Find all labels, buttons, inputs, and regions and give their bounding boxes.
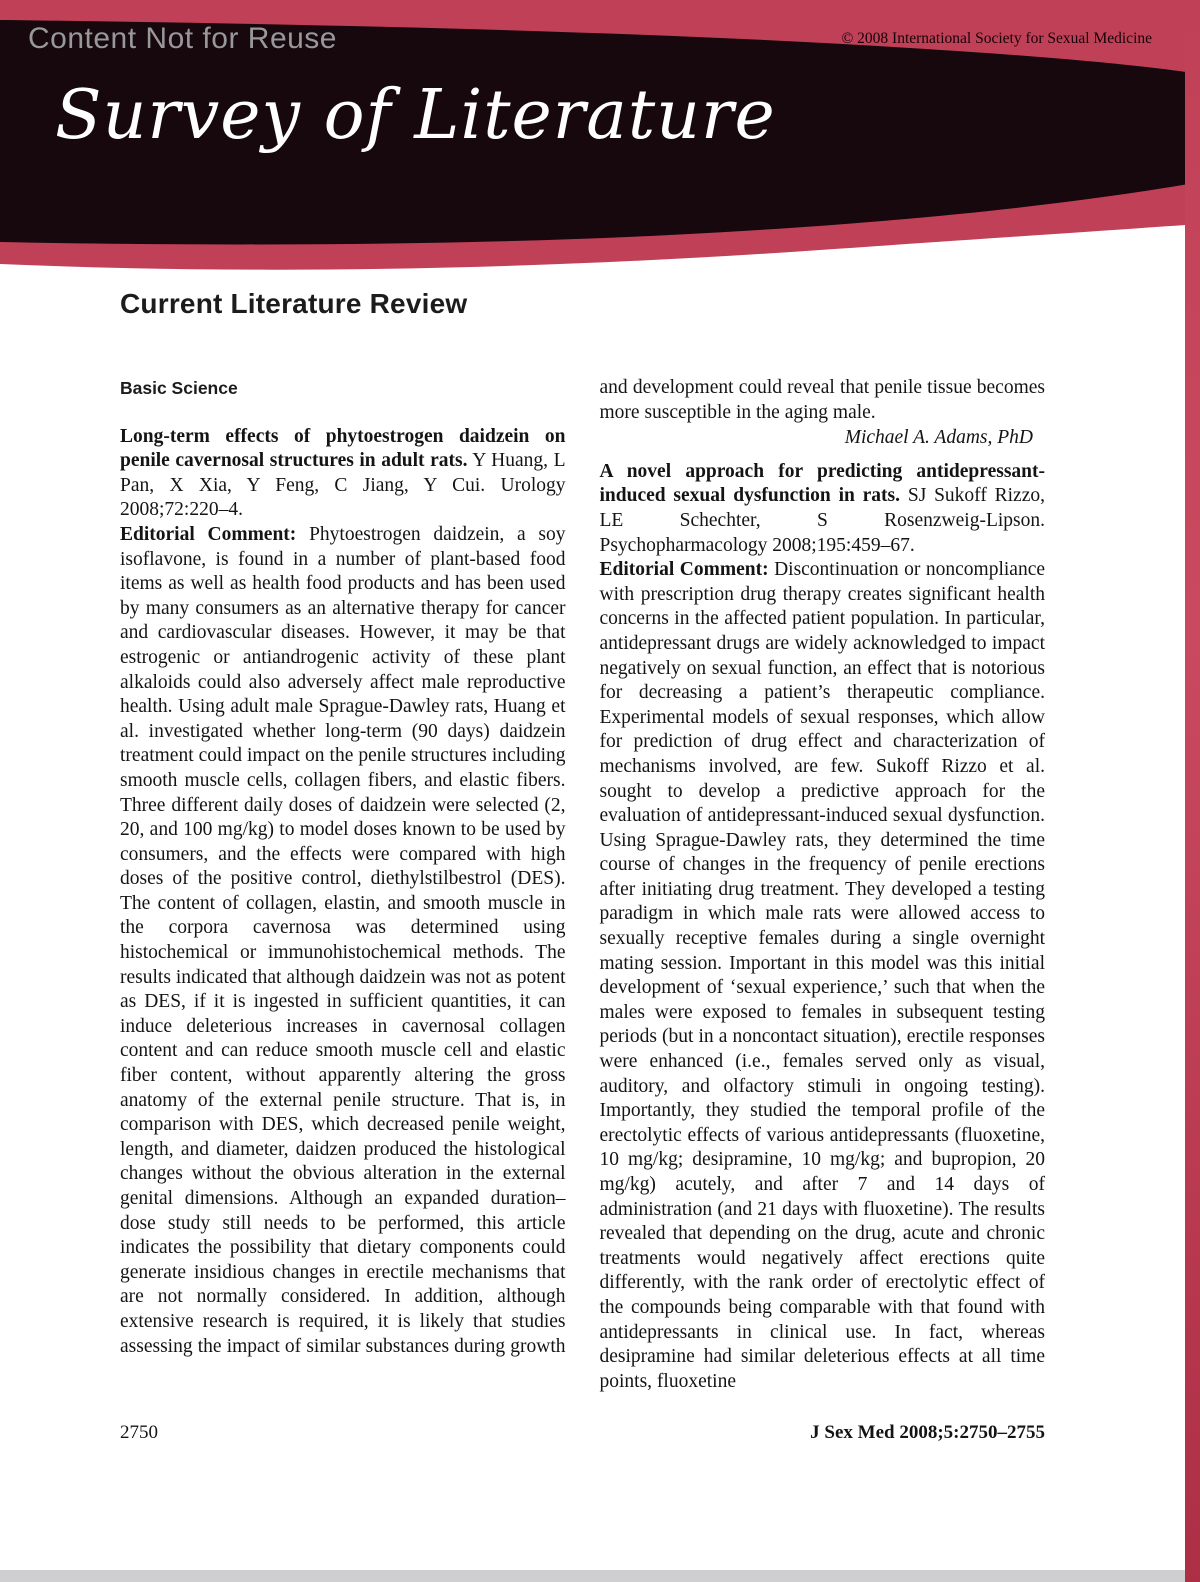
article-2-title: A novel approach for predicting antidepressant-induced sexual dysfunction in rats. xyxy=(599,460,1045,507)
article-1-head xyxy=(120,425,566,523)
page-title: Current Literature Review xyxy=(120,288,468,319)
watermark: Content Not for Reuse xyxy=(28,22,337,55)
article-2-citation: SJ Sukoff Rizzo, LE Schechter, S Rosenzweig-Lipson. Psychopharmacology 2008;195:459–67. xyxy=(599,485,1045,556)
right-edge-strip xyxy=(1185,0,1200,1582)
author-signature: Michael A. Adams, PhD xyxy=(844,427,1033,449)
article-1-title: Long-term effects of phytoestrogen daidzein on penile cavernosal structures in adult rats. xyxy=(120,425,566,472)
page-content xyxy=(0,270,1185,1444)
editorial-comment-label-1: Editorial Comment: xyxy=(120,523,297,545)
article-1-citation: Y Huang, L Pan, X Xia, Y Feng, C Jiang, Y Cui. Urology 2008;72:220–4. xyxy=(120,450,566,521)
page-footer xyxy=(120,1422,1045,1444)
editorial-comment-label-2: Editorial Comment: xyxy=(599,559,769,581)
journal-reference: J Sex Med 2008;5:2750–2755 xyxy=(810,1422,1045,1444)
editorial-comment-text-2: Discontinuation or noncompliance with prescription drug therapy creates significant health concerns in the affected patient population. In particular, antidepressant drugs are widely acknowledged to impact negatively on sexual function, an effect that is notorious for decreasing a patient’s therapeutic compliance. Experimental models of sexual responses, which allow for prediction of drug effect and characterization of mechanisms involved, are few. Sukoff Rizzo et al. sought to develop a predictive approach for the evaluation of antidepressant-induced sexual dysfunction. Using Sprague-Dawley rats, they determined the time course of changes in the frequency of penile erections after initiating drug treatment. They developed a testing paradigm in which male rats were allowed access to sexually receptive females during a single overnight mating session. Important in this model was this initial development of ‘sexual experience,’ such that when the males were exposed to females in subsequent testing periods (but in a noncontact situation), erectile responses were enhanced (i.e., females served only as visual, auditory, and olfactory stimuli in ongoing testing). Importantly, they studied the temporal profile of the erectolytic effects of various antidepressants (fluoxetine, 10 mg/kg; desipramine, 10 mg/kg; and bupropion, 20 mg/kg) acutely, and after 7 and 14 days of administration (and 21 days with fluoxetine). The results revealed that depending on the drug, acute and chronic treatments would negatively affect erections quite differently, with the rank order of erectolytic effect of the compounds being comparable with that found with antidepressants in clinical use. In fact, whereas desipramine had similar deleterious effects at all time points, fluoxetine xyxy=(599,559,1045,1392)
section-heading: Basic Science xyxy=(120,378,238,398)
copyright-notice: © 2008 International Society for Sexual Medicine xyxy=(841,30,1152,47)
editorial-comment-text-1: Phytoestrogen daidzein, a soy isoflavone, is found in a number of plant-based food items as well as health food products and has been used by many consumers as an alternative therapy for cancer and cardiovascular diseases. However, it may be that estrogenic or antiandrogenic activity of these plant alkaloids could also adversely affect male reproductive health. Using adult male Sprague-Dawley rats, Huang et al. investigated whether long-term (90 days) daidzein treatment could impact on the penile structures including smooth muscle cells, collagen fibers, and elastic fibers. Three different daily doses of daidzein were selected (2, 20, and 100 mg/kg) to model doses known to be used by consumers, and the effects were compared with high doses of the positive control, diethylstilbestrol (DES). The content of collagen, elastin, and smooth muscle in the corpora cavernosa was determined using histochemical or immunohistochemical methods. The results indicated that although daidzein was not as potent as DES, if it is ingested in sufficient quantities, it can induce deleterious increases in cavernosal collagen content and can reduce smooth muscle cell and elastic fiber content, without apparently altering the gross anatomy of the external penile structure. That is, in comparison with DES, which decreased penile weight, length, and diameter, daidzen produced the histological changes without the obvious alteration in the external genital dimensions. Although an expanded duration–dose study still needs to be performed, this article indicates the possibility that dietary components could generate insidious changes in erectile mechanisms that are not normally considered. In addition, although extensive research is required, it is likely that studies assessing the impact of similar substances during growth and development could reveal that penile tissue becomes more susceptible in the aging male. xyxy=(120,377,1045,1357)
banner-title: Survey of Literature xyxy=(55,76,776,155)
bottom-edge-strip xyxy=(0,1570,1200,1582)
two-column-text xyxy=(120,376,1045,1394)
article-2-editorial-comment xyxy=(600,558,1046,1394)
article-2-head xyxy=(600,460,1046,558)
page-number: 2750 xyxy=(120,1422,158,1444)
